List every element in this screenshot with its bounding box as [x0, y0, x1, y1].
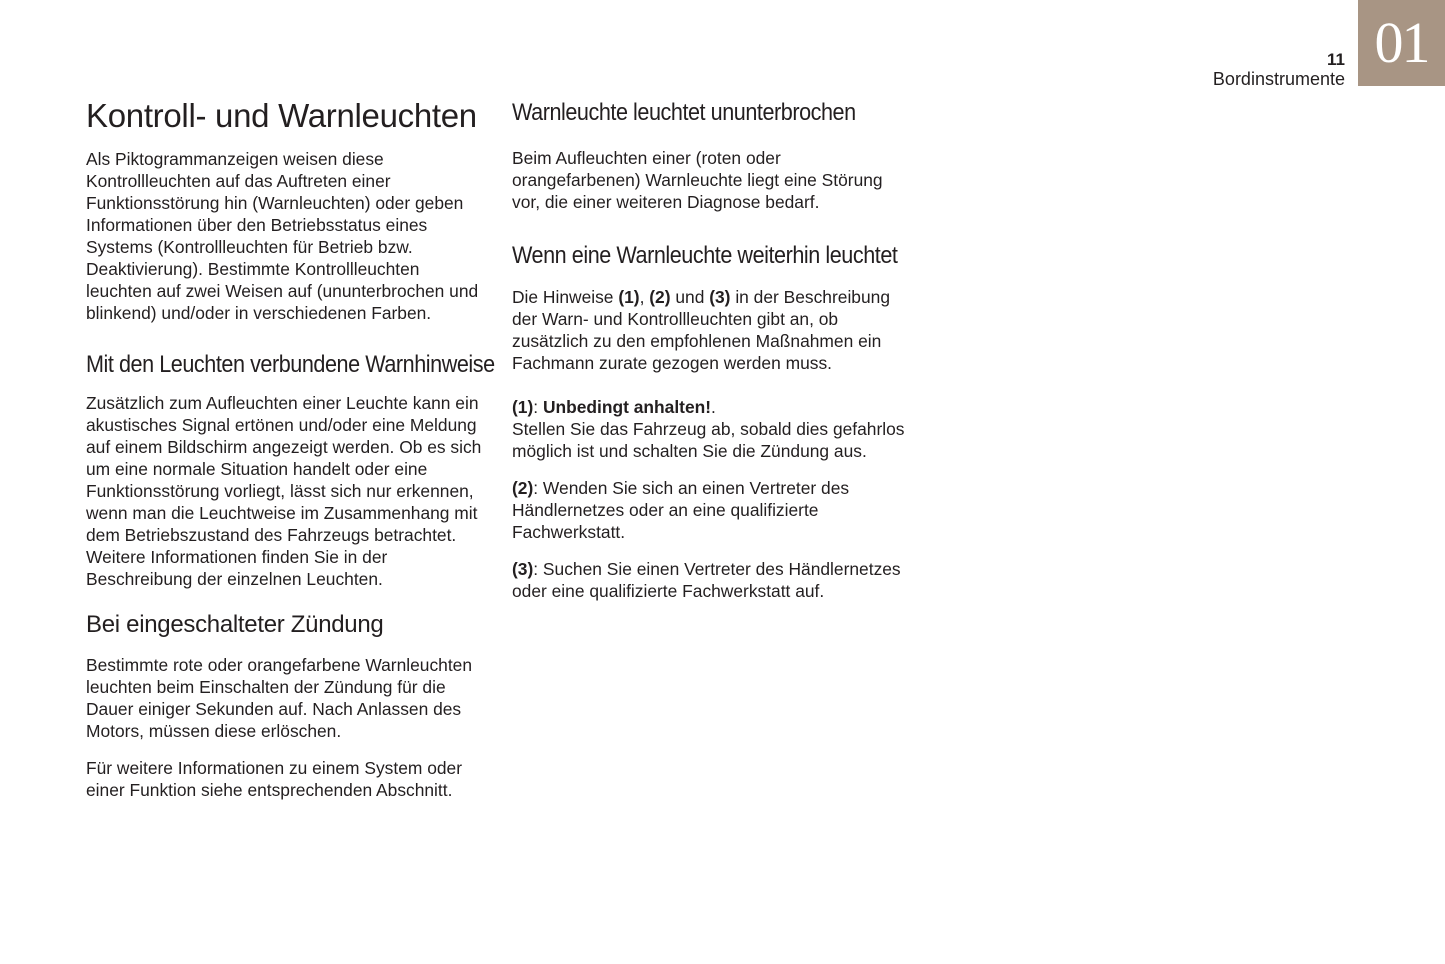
note-2-marker: (2) — [512, 478, 534, 498]
hint-separator-1: , — [639, 287, 650, 307]
continuous-heading: Warnleuchte leuchtet ununterbrochen — [512, 99, 856, 126]
note-1-colon: : — [533, 397, 543, 417]
note-1-period: . — [711, 397, 716, 417]
note-3-marker: (3) — [512, 559, 534, 579]
note-2 — [512, 477, 912, 543]
hint-marker-3: (3) — [709, 287, 731, 307]
note-1-emphasis: Unbedingt anhalten! — [542, 397, 712, 417]
warnings-heading: Mit den Leuchten verbundene Warnhinweise — [86, 351, 495, 378]
note-1 — [512, 396, 912, 462]
page-title: Kontroll- und Warnleuchten — [86, 97, 477, 134]
persistent-paragraph — [512, 286, 912, 374]
ignition-heading: Bei eingeschalteter Zündung — [86, 611, 384, 638]
hint-intro: Die Hinweise — [512, 287, 619, 307]
right-column — [512, 96, 912, 602]
hint-separator-2: und — [670, 287, 710, 307]
note-3 — [512, 558, 912, 602]
warnings-paragraph: Zusätzlich zum Aufleuchten einer Leuchte kann ein akustisches Signal ertönen und/oder eine Meldung auf einem Bildschirm angezeigt werden. Ob es sich um eine normale Situation handelt oder eine Funktionsstörung vorliegt, lässt sich nur erkennen, wenn man die Leuchtweise im Zusammenhang mit dem Betriebszustand des Fahrzeugs betrachtet. Weitere Informationen finden Sie in der Beschreibung der einzelnen Leuchten. — [86, 393, 482, 589]
left-column — [86, 96, 495, 801]
ignition-paragraph-2: Für weitere Informationen zu einem System oder einer Funktion siehe entsprechenden Abschnitt. — [86, 758, 462, 800]
persistent-heading: Wenn eine Warnleuchte weiterhin leuchtet — [512, 242, 898, 269]
note-2-text: : Wenden Sie sich an einen Vertreter des Händlernetzes oder an eine qualifizierte Fachwerkstatt. — [512, 478, 850, 542]
hint-rest: in der Beschreibung der Warn- und Kontrollleuchten gibt an, ob zusätzlich zu den empfohlenen Maßnahmen ein Fachmann zurate gezogen werden muss. — [512, 287, 890, 373]
hint-marker-1: (1) — [618, 287, 640, 307]
note-3-text: : Suchen Sie einen Vertreter des Händlernetzes oder eine qualifizierte Fachwerkstatt auf. — [512, 559, 901, 601]
hint-marker-2: (2) — [649, 287, 671, 307]
note-1-text: Stellen Sie das Fahrzeug ab, sobald dies gefahrlos möglich ist und schalten Sie die Zündung aus. — [512, 419, 905, 461]
section-title: Bordinstrumente — [1212, 69, 1345, 89]
ignition-paragraph-1: Bestimmte rote oder orangefarbene Warnleuchten leuchten beim Einschalten der Zündung für die Dauer einiger Sekunden auf. Nach Anlassen des Motors, müssen diese erlöschen. — [86, 655, 473, 741]
intro-paragraph: Als Piktogrammanzeigen weisen diese Kontrollleuchten auf das Auftreten einer Funktionsstörung hin (Warnleuchten) oder geben Informationen über den Betriebsstatus eines Systems (Kontrollleuchten für Betrieb bzw. Deaktivierung). Bestimmte Kontrollleuchten leuchten auf zwei Weisen auf (ununterbrochen und blinkend) und/oder in verschiedenen Farben. — [86, 149, 479, 323]
page-number: 11 — [1327, 50, 1345, 69]
note-1-marker: (1) — [512, 397, 534, 417]
chapter-tab: 01 — [1358, 0, 1445, 86]
continuous-paragraph: Beim Aufleuchten einer (roten oder orangefarbenen) Warnleuchte liegt eine Störung vor, die einer weiteren Diagnose bedarf. — [512, 148, 883, 212]
